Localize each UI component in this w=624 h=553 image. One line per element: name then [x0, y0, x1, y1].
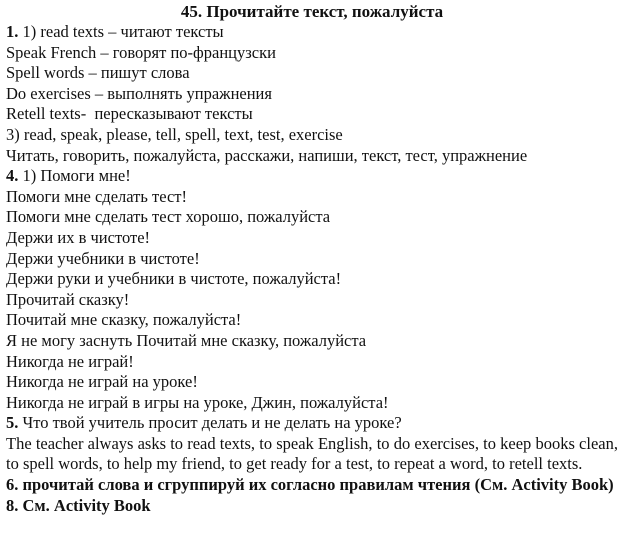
line-text: Держи руки и учебники в чистоте, пожалуйста!	[6, 269, 342, 289]
task-number: 5.	[6, 413, 19, 433]
answer-line	[6, 125, 618, 146]
page-title: 45. Прочитайте текст, пожалуйста	[180, 2, 444, 21]
line-text: Do exercises – выполнять упражнения	[6, 83, 272, 103]
answer-line	[6, 290, 618, 311]
line-text: Я не могу заснуть Почитай мне сказку, пожалуйста	[6, 330, 367, 350]
teacher-paragraph: The teacher always asks to read texts, to speak English, to do exercises, to keep books clean, to spell words, to help my friend, to get ready for a test, to repeat a word, to retell texts.	[6, 433, 618, 474]
answer-line	[6, 43, 618, 64]
answer-line	[6, 228, 618, 249]
answer-line	[6, 352, 618, 373]
answer-line	[6, 269, 618, 290]
answer-line	[6, 249, 618, 270]
answer-line	[6, 22, 618, 43]
task-6: 6. прочитай слова и сгруппируй их согласно правилам чтения (См. Activity Book)	[6, 475, 614, 495]
line-text: 1) Помоги мне!	[18, 166, 131, 186]
answer-line	[6, 166, 618, 187]
answer-line	[6, 413, 618, 434]
answer-line	[6, 187, 618, 208]
line-text: Помоги мне сделать тест хорошо, пожалуйста	[6, 207, 331, 227]
line-text: Помоги мне сделать тест!	[6, 186, 187, 206]
answer-line	[6, 104, 618, 125]
line-text: Speak French – говорят по-французски	[6, 42, 276, 62]
line-text: Никогда не играй в игры на уроке, Джин, пожалуйста!	[6, 392, 389, 412]
line-text: Никогда не играй на уроке!	[6, 372, 198, 392]
answer-line	[6, 310, 618, 331]
answer-lines	[6, 22, 618, 434]
answer-line	[6, 393, 618, 414]
line-text: 3) read, speak, please, tell, spell, text, test, exercise	[6, 124, 343, 144]
task-number: 1.	[6, 22, 19, 41]
task-8: 8. См. Activity Book	[6, 495, 151, 515]
answer-line	[6, 146, 618, 167]
line-text: Retell texts- пересказывают тексты	[6, 104, 253, 124]
line-text: Держи учебники в чистоте!	[6, 248, 200, 268]
line-text: Что твой учитель просит делать и не делать на уроке?	[18, 413, 402, 433]
task-number: 4.	[6, 166, 19, 186]
answer-line	[6, 372, 618, 393]
line-text: Читать, говорить, пожалуйста, расскажи, напиши, текст, тест, упражнение	[6, 145, 528, 165]
line-text: Почитай мне сказку, пожалуйста!	[6, 310, 242, 330]
answer-line	[6, 207, 618, 228]
answer-line	[6, 331, 618, 352]
line-text: 1) read texts – читают тексты	[18, 22, 224, 41]
line-text: Держи их в чистоте!	[6, 227, 151, 247]
line-text: Прочитай сказку!	[6, 289, 130, 309]
line-text: Никогда не играй!	[6, 351, 134, 371]
line-text: Spell words – пишут слова	[6, 63, 190, 83]
answer-line	[6, 63, 618, 84]
answer-line	[6, 84, 618, 105]
